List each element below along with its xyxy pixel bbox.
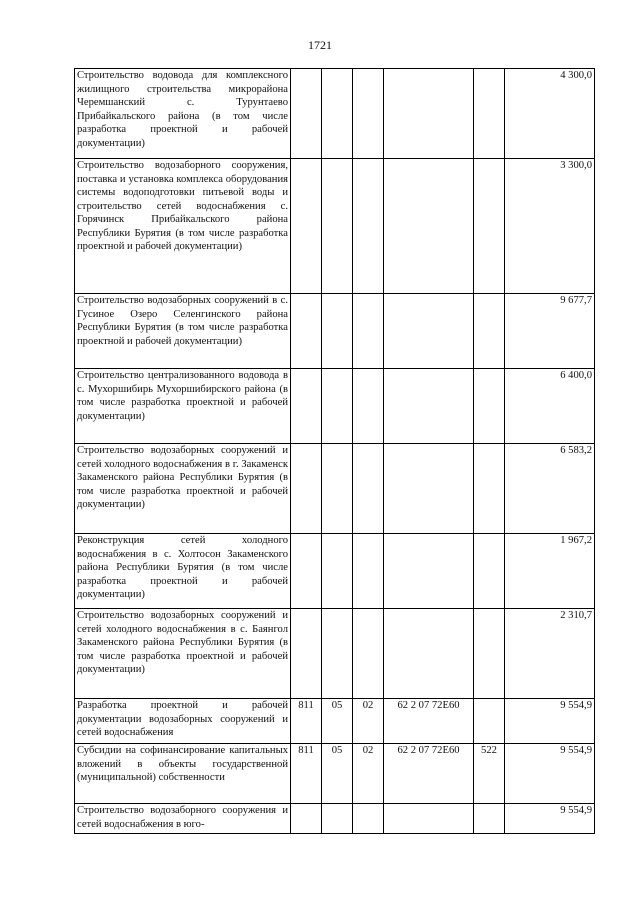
section-code: [322, 804, 353, 834]
row-description: Строительство водозаборного сооружения, поставка и установка комплекса оборудования системы водоподготовки питьевой воды и строительство сетей водоснабжения с. Горячинск Прибайкальского района Республики Бурятия (в том числе разработка проектной и рабочей документации): [75, 159, 291, 294]
amount: 3 300,0: [505, 159, 595, 294]
target-article-code: [384, 804, 474, 834]
subsection-code: [353, 534, 384, 609]
table-row: [75, 609, 595, 699]
ministry-code: [291, 159, 322, 294]
page-number: 1721: [308, 38, 332, 52]
ministry-code: [291, 69, 322, 159]
target-article-code: [384, 534, 474, 609]
ministry-code: [291, 369, 322, 444]
table-row: [75, 534, 595, 609]
amount: 9 554,9: [505, 699, 595, 744]
table-row: [75, 369, 595, 444]
row-description: Строительство централизованного водовода в с. Мухоршибирь Мухоршибирского района (в том числе разработка проектной и рабочей документации): [75, 369, 291, 444]
amount: 1 967,2: [505, 534, 595, 609]
section-code: [322, 369, 353, 444]
ministry-code: [291, 444, 322, 534]
row-description: Строительство водозаборных сооружений и сетей холодного водоснабжения в с. Баянгол Закаменского района Республики Бурятия (в том числе разработка проектной и рабочей документации): [75, 609, 291, 699]
section-code: [322, 444, 353, 534]
table-row: [75, 69, 595, 159]
table-row: [75, 804, 595, 834]
expense-type-code: [474, 69, 505, 159]
subsection-code: [353, 609, 384, 699]
section-code: [322, 294, 353, 369]
budget-table: [74, 68, 595, 834]
target-article-code: [384, 159, 474, 294]
row-description: Реконструкция сетей холодного водоснабжения в с. Холтосон Закаменского района Республики Бурятия (в том числе разработка проектной и рабочей документации): [75, 534, 291, 609]
expense-type-code: [474, 804, 505, 834]
subsection-code: 02: [353, 699, 384, 744]
subsection-code: [353, 294, 384, 369]
amount: 4 300,0: [505, 69, 595, 159]
expense-type-code: 522: [474, 744, 505, 804]
section-code: [322, 69, 353, 159]
expense-type-code: [474, 159, 505, 294]
expense-type-code: [474, 534, 505, 609]
ministry-code: [291, 609, 322, 699]
amount: 9 554,9: [505, 744, 595, 804]
amount: 6 583,2: [505, 444, 595, 534]
table-row: [75, 159, 595, 294]
section-code: [322, 534, 353, 609]
section-code: 05: [322, 699, 353, 744]
target-article-code: [384, 294, 474, 369]
row-description: Строительство водозаборных сооружений и сетей холодного водоснабжения в г. Закаменск Закаменского района Республики Бурятия (в том числе разработка проектной и рабочей документации): [75, 444, 291, 534]
target-article-code: 62 2 07 72Е60: [384, 744, 474, 804]
table-row: [75, 444, 595, 534]
subsection-code: [353, 444, 384, 534]
subsection-code: [353, 69, 384, 159]
expense-type-code: [474, 294, 505, 369]
expense-type-code: [474, 699, 505, 744]
subsection-code: [353, 369, 384, 444]
section-code: [322, 609, 353, 699]
target-article-code: [384, 69, 474, 159]
section-code: 05: [322, 744, 353, 804]
row-description: Строительство водозаборных сооружений в с. Гусиное Озеро Селенгинского района Республики Бурятия (в том числе разработка проектной и рабочей документации): [75, 294, 291, 369]
subsection-code: [353, 159, 384, 294]
ministry-code: 811: [291, 699, 322, 744]
row-description: Субсидии на софинансирование капитальных вложений в объекты государственной (муниципальной) собственности: [75, 744, 291, 804]
expense-type-code: [474, 369, 505, 444]
row-description: Строительство водовода для комплексного жилищного строительства микрорайона Черемшанский с. Турунтаево Прибайкальского района (в том числе разработка проектной и рабочей документации): [75, 69, 291, 159]
amount: 9 554,9: [505, 804, 595, 834]
amount: 2 310,7: [505, 609, 595, 699]
table-row: [75, 294, 595, 369]
target-article-code: [384, 609, 474, 699]
expense-type-code: [474, 609, 505, 699]
target-article-code: [384, 444, 474, 534]
table-row: [75, 699, 595, 744]
ministry-code: 811: [291, 744, 322, 804]
target-article-code: 62 2 07 72Е60: [384, 699, 474, 744]
ministry-code: [291, 534, 322, 609]
subsection-code: [353, 804, 384, 834]
section-code: [322, 159, 353, 294]
expense-type-code: [474, 444, 505, 534]
target-article-code: [384, 369, 474, 444]
amount: 6 400,0: [505, 369, 595, 444]
row-description: Строительство водозаборного сооружения и сетей водоснабжения в юго-: [75, 804, 291, 834]
table-row: [75, 744, 595, 804]
ministry-code: [291, 294, 322, 369]
ministry-code: [291, 804, 322, 834]
row-description: Разработка проектной и рабочей документации водозаборных сооружений и сетей водоснабжения: [75, 699, 291, 744]
amount: 9 677,7: [505, 294, 595, 369]
subsection-code: 02: [353, 744, 384, 804]
